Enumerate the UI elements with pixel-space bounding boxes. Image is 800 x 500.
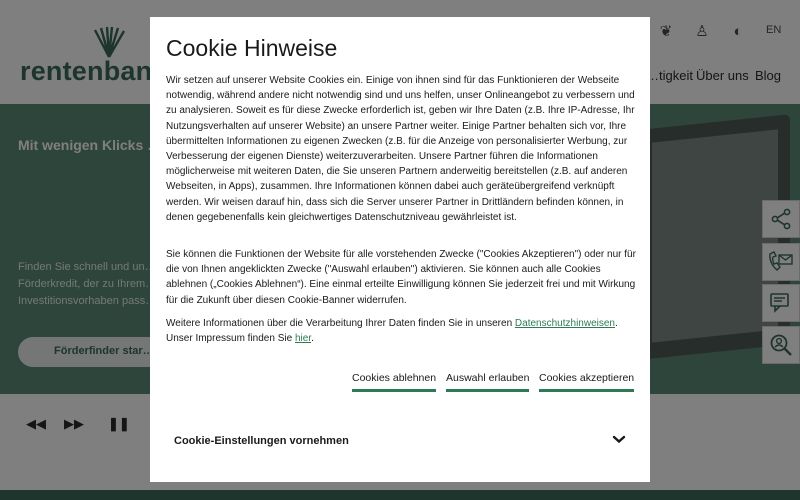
cookie-dialog-title: Cookie Hinweise: [166, 35, 338, 61]
accept-cookies-button[interactable]: Cookies akzeptieren: [539, 372, 634, 392]
cookie-intro-text: Wir setzen auf unserer Website Cookies ein. Einige von ihnen sind für das Funktionieren der Webseite notwendig, während andere nicht notwendig sind und uns helfen, unser Onlineangebot zu verbessern und zu analysieren. Soweit es für diese Zwecke erforderlich ist, geben wir Ihre Daten (z.B. Ihre IP-Adresse, Ihr Nutzungsverhalten auf unserer Website) an unsere Partner weiter. Einige Partner behalten sich vor, Ihre übermittelten Informationen zu eigenen Zwecken (z.B. für die Anzeige von personalisierter Werbung, zur Verbesserung der eigenen Dienste) weiterzuverarbeiten. Unsere Partner führen die Informationen möglicherweise mit weiteren Daten, die Sie unseren Partnern anderweitig bereitstellen (z.B. auf anderen Webseiten, in Apps), zusammen. Ihre Informationen können dabei auch geräteübergreifend verknüpft werden. Wir weisen darauf hin, dass sich die Server unserer Partner in Drittländern befinden können, in denen gegebenenfalls kein gleichwertiges Datenschutzniveau gewährleistet ist.: [166, 75, 635, 223]
imprint-link[interactable]: hier: [294, 333, 312, 345]
reject-cookies-button[interactable]: Cookies ablehnen: [352, 372, 436, 392]
chevron-down-icon: [612, 432, 626, 446]
cookie-settings-toggle[interactable]: [166, 424, 634, 456]
cookie-dialog: [150, 17, 650, 482]
cookie-settings-label: Cookie-Einstellungen vornehmen: [174, 435, 349, 447]
cookie-consent-text: Sie können die Funktionen der Website für alle vorstehenden Zwecke ("Cookies Akzeptieren") oder nur für die von Ihnen angeklickten Zwecke ("Auswahl erlauben") aktivieren. Sie können auch alle Cookies ablehnen („Cookies Ablehnen“). Eine einmal erteilte Einwilligung können Sie jederzeit frei und mit Wirkung für die Zukunft über diesen Cookie-Banner widerrufen.: [166, 249, 636, 306]
privacy-link[interactable]: Datenschutzhinweisen: [514, 318, 615, 329]
allow-selection-button[interactable]: Auswahl erlauben: [446, 372, 529, 392]
cookie-info-text: Weitere Informationen über die Verarbeitung Ihrer Daten finden Sie in unseren Datenschutzhinweisen. Unser Impressum finden Sie hier.: [166, 318, 618, 345]
